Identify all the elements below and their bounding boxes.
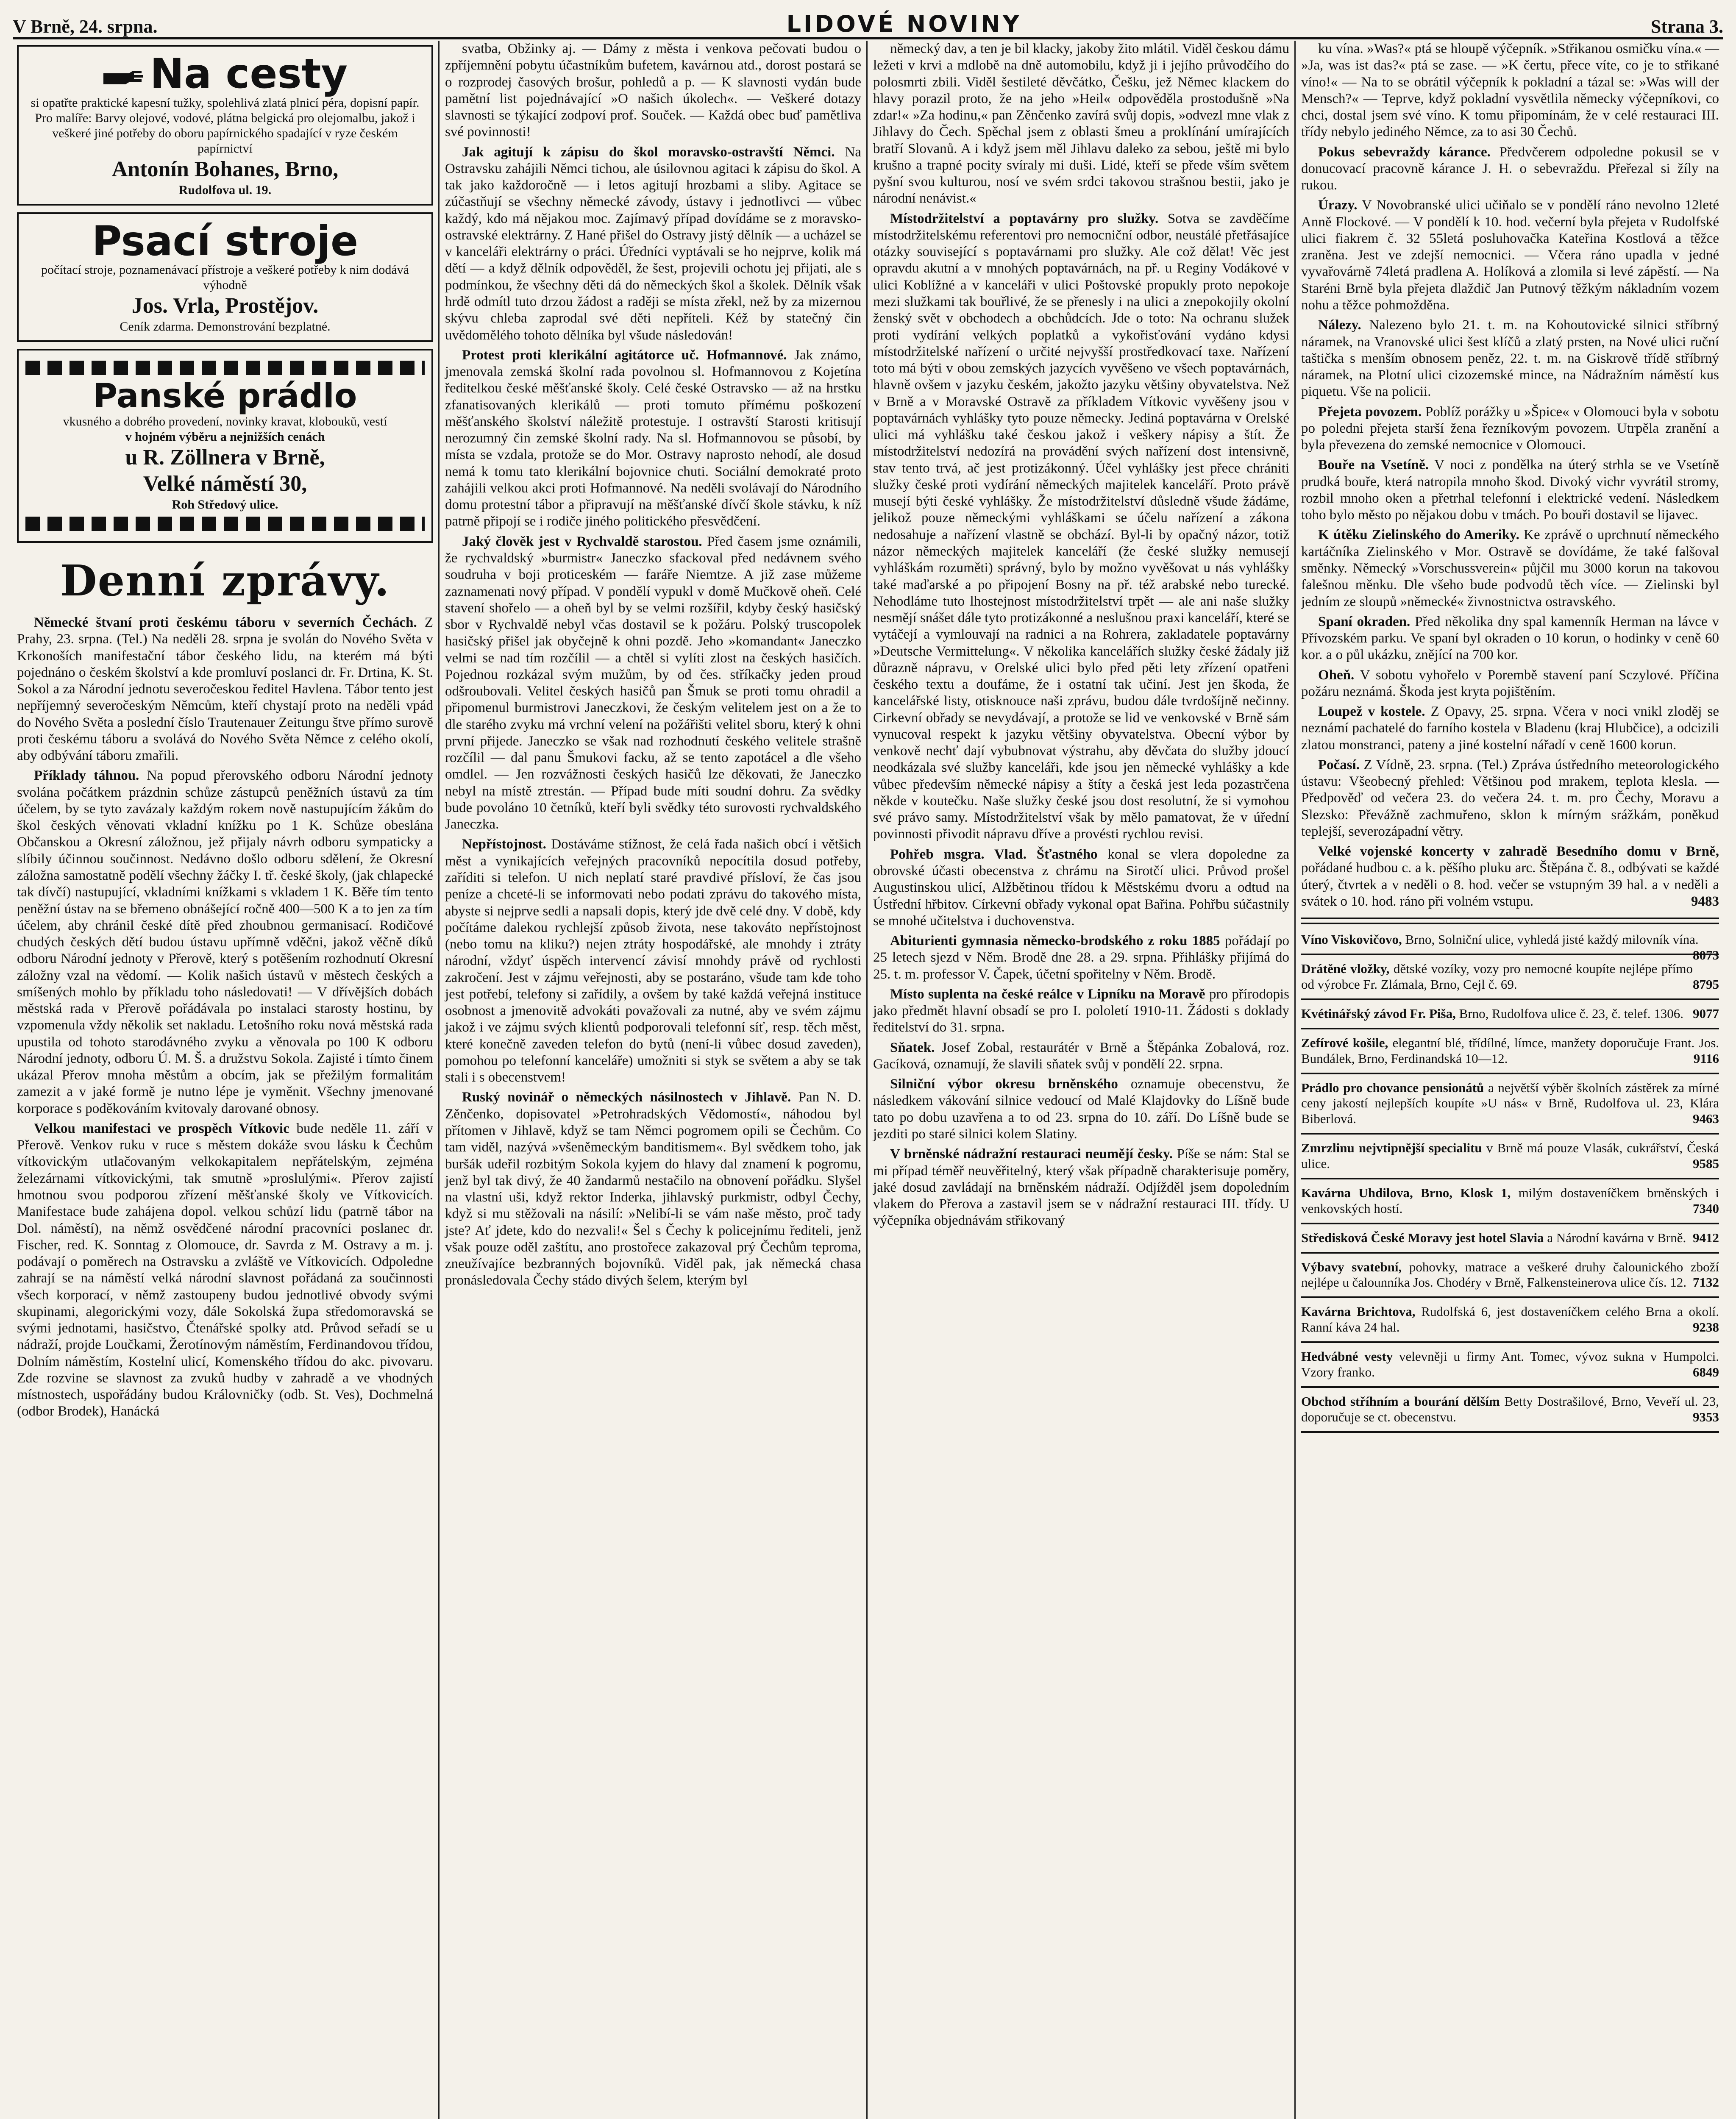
article-paragraph: [17, 1121, 433, 1420]
ad-border-decoration: [25, 361, 425, 375]
article-text: Před časem jsme oznámili, že rychvaldský »burmistr« Janeczko sfackoval před nedávnem svého soudruha v boji proticeském — faráře Niemtze. A již zase můžeme zaznamenati nový případ. V pondělí vypukl v domě Mučkově oheň. Celé stavení shořelo — a oheň byl by se velmi rozšířil, kdyby český hasičský sbor v Rychvaldě nebyl včas dostavil se k požáru. Polský truscopolek hasičský přišel jak obyčejně k ohni pozdě. Jeho »komandant« Janeczko velmi se nad tím rozčílil — a chtěl si vylíti zlost na českých hasičích. Pojednou rozkázal svým mužům, by od čes. stříkačky jeden proud odšroubovali. Velitel českých hasičů pan Šmuk se proti tomu ohradil a připomenul burmistrovi Janeczkovi, že českým velitelem jest on a že to dle starého zvyku má vrchní velení na požářišti velitel sboru, který k ohni první přijede. Janeczko se však nad rozhodnutí českého velitele strašně rozčílil — dal panu Šmukovi facku, až se tento zapotácel a dle všeho omdlel. — Jen rozvážnosti českých hasičů lze děkovati, že Janeczko nebyl na místě ztrestán. — Případ bude míti soudní dohru. Za svědky bude povoláno 10 četníků, kteří byli svědky této surovosti rychvaldského Janeczka.: [445, 534, 861, 832]
column-1: [13, 41, 437, 2119]
article-headline: Příklady táhnou.: [34, 768, 139, 784]
ad-line1: vkusného a dobrého provedení, novinky kravat, kloboukŭ, vestí: [63, 414, 387, 429]
ad-number: 9077: [1693, 1006, 1719, 1021]
classified-divider: [1301, 1073, 1719, 1074]
article-text: V sobotu vyhořelo v Porembě stavení paní Sczylové. Příčina požáru neznámá. Škoda jest kryta pojištěním.: [1301, 667, 1719, 699]
ad-border-decoration: [25, 517, 425, 531]
article-text: Poblíž porážky u »Špice« v Olomouci byla v sobotu po poledni přejeta starší žena řezníkovým povozem. Utrpěla zranění a byla převezena do zemské nemocnice v Olomouci.: [1301, 404, 1719, 453]
columns-area: [13, 41, 1723, 2119]
article-headline: Velkou manifestaci ve prospěch Vítkovic: [34, 1121, 289, 1136]
article-text: Z Prahy, 23. srpna. (Tel.) Na neděli 28. srpna je svolán do Nového Světa v Krkonoších manifestační tábor českého lidu, na kterém má býti pojednáno o českém školství a kde promluví poslanci dr. Fr. Drtina, K. St. Sokol a za Národní jednotu severočeskou ředitel Havlena. Tábor tento jest nepříjemný severočeským Němcům, kteří chystají proto na neděli vpád do Nového Světa a poslední číslo Trautenauer Zeitungu štve přímo surově proti českému táboru a svolává do Nového Světa Němce z celého okolí, aby odbývání táboru zmařili.: [17, 615, 434, 764]
classified-divider: [1301, 1028, 1719, 1029]
article-headline: Úrazy.: [1318, 197, 1358, 213]
ad-number: 9116: [1693, 1051, 1719, 1066]
classified-ad: [1301, 1304, 1719, 1335]
article-paragraph: [17, 615, 433, 764]
page-number: Strana 3.: [1650, 16, 1723, 37]
article-text: Brno, Solniční ulice, vyhledá jisté každý milovník vína.: [1405, 932, 1699, 947]
article-paragraph: [873, 41, 1289, 207]
ad-foot: Ceník zdarma. Demonstrování bezplatné.: [120, 320, 331, 334]
article-headline: Prádlo pro chovance pensionátů: [1301, 1080, 1484, 1095]
classified-ad: [1301, 1006, 1719, 1022]
column-2: [441, 41, 865, 2119]
ad-number: 9412: [1693, 1230, 1719, 1245]
ad-number: 8073: [1693, 948, 1719, 963]
ad-number: 9585: [1693, 1156, 1719, 1171]
article-text: Pan N. D. Zěnčenko, dopisovatel »Petrohradských Vědomostí«, náhodou byl přítomen v Jihlavě, když se tam Němci pogromem opili se Čechům. Co tam viděl, nazývá »všeněmeckým banditismem«. Byl svědkem toho, jak buršák udeřil rozbitým Sokola kyjem do hlavy dal znamení k pogromu, jenž byl tak divý, že 40 žandarmů nestačilo na obnovení pořádku. Slyšel na vlastní uši, když rektor Inderka, jihlavský purkmistr, odbyl Čechy, když si mu stěžovali na násilí: »Nelibí-li se vám naše město, proč tady jste? Ať jdete, kdo do nezvali!« Šel s Čechy k policejnímu řediteli, jenž však pouze oděl zaštítu, ano prostořece zakazoval prý Čechům teproma, zneužívajíce bezbranných bojovníků. Viděl pak, jak německá chasa pronásledovala Čechy stádo divých šelem, kterým byl: [445, 1090, 861, 1288]
article-headline: Kavárna Brichtova,: [1301, 1304, 1416, 1319]
article-text: Betty Dostrašilové, Brno, Veveří ul. 23, doporučuje se ct. obecenstvu.: [1301, 1393, 1719, 1424]
article-text: Rudolfská 6, jest dostaveníčkem celého Brna a okolí. Ranní káva 24 hal.: [1301, 1304, 1719, 1335]
article-paragraph: [873, 1076, 1289, 1143]
article-headline: Oheň.: [1318, 667, 1355, 683]
classified-divider: [1301, 1341, 1719, 1343]
article-headline: Silniční výbor okresu brněnského: [890, 1076, 1118, 1092]
article-headline: Abiturienti gymnasia německo-brodského z roku 1885: [890, 933, 1220, 949]
classified-ad: [1301, 1260, 1719, 1291]
article-list: [873, 41, 1289, 1229]
article-headline: Místodržitelství a poptavárny pro služky.: [890, 211, 1159, 226]
article-text: Josef Zobal, restaurátér v Brně a Štěpánka Zobalová, roz. Gacíková, oznamují, že slavili sňatek svůj v pondělí 22. srpna.: [873, 1040, 1290, 1072]
classifieds-divider: [1301, 918, 1719, 924]
ad-number: 9483: [1691, 894, 1719, 909]
classified-divider: [1301, 1252, 1719, 1254]
article-text: milým dostaveníčkem brněnských i venkovských hostí.: [1301, 1185, 1719, 1216]
article-text: Z Vídně, 23. srpna. (Tel.) Zpráva ústředního meteorologického ústavu: Všeobecný přehled: Většinou pod mrakem, teplota klesla. — Předpověď od večera 23. do večera 24. t. m. pro Čechy, Moravu a Slezsko: Převážně zachmuřeno, sklon k mírným srážkám, poněkud teplejší, severozápadní větry.: [1301, 757, 1719, 839]
column-3: [869, 41, 1294, 2119]
article-paragraph: [1301, 144, 1719, 194]
article-headline: Zmrzlinu nejvtipnější specialitu: [1301, 1140, 1482, 1156]
article-text: Píše se nám: Stal se mi případ téměř neuvěřitelný, který však případně charakterisuje poměry, jaké dosud zavládají na brněnském nádraží. Odjížděl jsem dopoledním vlakem do Přerova a zastavil jsem se v nádražní restauraci III. třídy. U výčepníka objednávám střikovaný: [873, 1146, 1289, 1229]
article-paragraph: [873, 1040, 1289, 1073]
article-paragraph: [17, 768, 433, 1117]
ad-number: 9238: [1693, 1320, 1719, 1335]
article-paragraph: [873, 986, 1289, 1036]
article-headline: K útěku Zielinského do Ameriky.: [1318, 527, 1519, 543]
classified-divider: [1301, 1223, 1719, 1224]
article-paragraph: [1301, 843, 1719, 910]
article-headline: Zefírové košile,: [1301, 1035, 1388, 1050]
article-paragraph: [1301, 667, 1719, 701]
article-text: konal se vlera dopoledne za obrovské účasti obecenstva z chrámu na Sirotčí ulici. Průvod prošel Augustinskou ulicí, Alžbětinou třídou k Městskému dvoru a odtud na Ústřední hřbitov. Církevní obřady vykonal opat Bařina. Pohřbu súčastnily se mnohé učitelstva i duchovenstva.: [873, 846, 1290, 929]
article-text: ku vína. »Was?« ptá se hloupě výčepník. »Střikanou osmičku vína.« — »Ja, was ist das?« ptá se zase. — »K čertu, přece víte, co je to střikané víno!« — Na to se obrátil výčepník k pokladní a tázal se: »Was will der Mensch?« — Teprve, když pokladní vysvětlila německy výčepníkovi, co chci, dostal jsem své víno. K tomu připomínám, že v celé restauraci III. třídy nebylo jediného Němce, za to asi 30 Čechů.: [1301, 41, 1719, 140]
column-rule: [438, 41, 440, 2119]
classified-divider: [1301, 998, 1719, 1000]
ad-na-cesty: [17, 45, 433, 206]
article-headline: Protest proti klerikální agitátorce uč. Hofmannové.: [462, 347, 787, 363]
ad-address: Rudolfova ul. 19.: [178, 183, 272, 197]
ad-psaci-stroje: [17, 212, 433, 342]
article-paragraph: [873, 933, 1289, 983]
article-paragraph: [1301, 757, 1719, 840]
column-4: [1297, 41, 1723, 2119]
article-paragraph: [445, 144, 861, 344]
article-headline: Pokus sebevraždy kárance.: [1318, 144, 1491, 160]
classified-ad: [1301, 1230, 1719, 1246]
article-text: Před několika dny spal kamenník Herman na lávce v Přívozském parku. Ve spaní byl okraden o 10 korun, o hodinky v ceně 60 kor. a o půl ukázku, znějící na 700 kor.: [1301, 614, 1719, 663]
pointing-hand-icon: [103, 69, 145, 84]
article-text: pohovky, matrace a veškeré druhy čalounického zboží nejlépe u čalounníka Jos. Chodéry v Brně, Falkensteinerova ulice čís. 12.: [1301, 1259, 1719, 1290]
article-paragraph: [445, 534, 861, 833]
classified-ad: [1301, 1349, 1719, 1380]
ad-firm: Antonín Bohanes, Brno,: [111, 157, 339, 181]
article-text: pořádají po 25 letech sjezd v Něm. Brodě dne 28. a 29. srpna. Přihlášky přijímá do 25. t. m. professor V. Čapek, účetní spořitelny v Něm. Brodě.: [873, 933, 1289, 982]
classified-divider: [1301, 1431, 1719, 1433]
article-headline: Výbavy svatební,: [1301, 1259, 1402, 1274]
classified-divider: [1301, 1133, 1719, 1135]
article-paragraph: [1301, 41, 1719, 141]
article-text: Jak známo, jmenovala zemská školní rada povolnou sl. Hofmannovou z Kojetína ředitelkou české měšťanské školy. Celé české Ostravsko — až na hrstku zfanatisovaných klerikálů — proti tomuto přímému poškození měšťanského školství náležitě protestuje. I ostravští Starosti kritisují nerozumný čin zemské školní rady. Na sl. Hofmannovou se působí, by místa se vzdala, protože se do Mor. Ostravy naprosto nehodí, ale dosud nemá k tomu tato klerikální bojovnice chuti. Sociální demokraté proto zahájili velkou akci proti Hofmannové. Na neděli svolávají do Národního domu protestní tábor a připravují na měšťanské dívčí škole stávku, k níž patrně připojí se i rodiče jiného politického přesvědčení.: [445, 347, 862, 529]
article-text: v Brně má pouze Vlasák, cukrářství, Česká ulice.: [1301, 1140, 1719, 1171]
article-paragraph: [1301, 197, 1719, 314]
article-paragraph: [1301, 317, 1719, 400]
ad-title: Na cesty: [150, 50, 348, 97]
article-paragraph: [873, 1146, 1289, 1229]
ad-number: 8795: [1693, 977, 1719, 992]
article-text: oznamuje obecenstvu, že následkem vákování silnice vedoucí od Malé Klajdovky do Líšně bude tato po dobu uzavřena a to od 23. srpna do 10. září. Do Líšně bude se jezditi po staré silnici kolem Slatiny.: [873, 1076, 1290, 1142]
article-text: Na popud přerovského odboru Národní jednoty svolána počátkem prázdnin schůze zástupců peněžních ústavů za tím účelem, by se tyto zavázaly každým rokem nově nastupujícím žákům do škol českých věnovati vkladní knížku po 1 K. Schůze obeslána Občanskou a Okresní záložnou, jež přijaly návrh odboru sympaticky a slíbily účinnou součinnost. Nedávno došlo odboru sdělení, že Okresní záložna samostatně podělí všechny žáčky I. tř. české školy, (jak chlapecké tak dívčí) nastupující, vkladními knížkami s vkladem 1 K. Běře tím tento peněžní ústav na se břemeno obnášející ročně 400—500 K a to jen za tím účelem, aby chránil české dítě před zhoubnou germanisací. Rodičové chudých českých dětí budou ústavu upřímně vděčni, jakož věčně díků odboru Národní jednoty v Přerově, který s potěšením rozhodnutí Okresní záložny vzal na vědomí. — Kolik našich ústavů v městech českých a smíšených mohlo by příkladu toho následovati! — V dřívějších dobách městská rada v Přerově pořádávala po instalaci starosty hostinu, by vzpomenula vždy několik set nakladu. Letošního roku nová městská rada upustila od tohoto starodávného zvyku a věnovala po 100 K odboru Národní jednoty, odboru Ú. M. Š. a družstvu Sokola. Zajisté i tímto činem ukázal Přerov mnoha městům a obcím, jak se přežilým formalitám zamezit a v jaké formě je nutno lépe je vyměnit. Všechny jmenované korporace s poděkováním kvitovaly darované obnosy.: [17, 768, 434, 1116]
article-text: a největší výběr školních zástěrek za mírné ceny jakostí nejlepších koupíte »U nás« v Brně, Rudolfova ul. 23, Klára Biberlová.: [1301, 1080, 1719, 1126]
header-date: V Brně, 24. srpna.: [13, 16, 158, 37]
article-headline: Jak agitují k zápisu do škol moravsko-ostravští Němci.: [462, 144, 835, 160]
article-headline: V brněnské nádražní restauraci neumějí česky.: [890, 1146, 1173, 1162]
article-paragraph: [1301, 614, 1719, 664]
article-text: pořádané hudbou c. a k. pěšího pluku arc. Štěpána č. 8., odbývati se každé úterý, čtvrtek a v neděli o 8. hod. večer se vstupným 39 hal. a v neděli a svátek o 10. hod. ráno při volném vstupu.: [1301, 860, 1719, 909]
ad-body: si opatřte praktické kapesní tužky, spolehlivá zlatá plnicí péra, dopisní papír. Pro malíře: Barvy olejové, vodové, plátna belgická pro olejomalbu, jakož i veškeré jiné potřeby do oboru papírnického spadající v ryze českém papírnictví: [31, 95, 420, 156]
article-list: [17, 615, 433, 1420]
article-paragraph: [445, 836, 861, 1086]
classified-ad: [1301, 961, 1719, 993]
article-text: Nalezeno bylo 21. t. m. na Kohoutovické silnici stříbrný náramek, na Vranovské ulici šest klíčů a zlatý prsten, na Nové ulici ruční taštička s menším obnosem peněz, 22. t. m. na Giskrově třídě stříbrný náramek, na Plotní ulici cizozemské mince, na Nádražním náměstí kus piquetu. Vše na policii.: [1301, 317, 1719, 400]
classified-divider: [1301, 954, 1719, 955]
article-headline: Jaký člověk jest v Rychvaldě starostou.: [462, 534, 702, 549]
article-text: Předvčerem odpoledne pokusil se v donucovací pracovně kárance J. H. o sebevraždu. Přeřezal si žíly na rukou.: [1301, 144, 1719, 193]
article-paragraph: [445, 1089, 861, 1289]
ad-address: Velké náměstí 30,: [143, 472, 307, 496]
ad-number: 7132: [1693, 1275, 1719, 1290]
article-text: pro přírodopis jako předmět hlavní obsadí se pro I. pololetí 1910-11. Žádosti s doklady ředitelství do 31. srpna.: [873, 986, 1290, 1035]
article-text: Sotva se zavděčíme místodržitelskému referentovi pro nemocniční odbor, neustálé přetřásajíce otázky související s poptavárnami pro služky. Ale což dělat! Věc jest opravdu akutní a v mnohých poptavárnách, na př. u Reginy Vodákové v ulici Koblížné a v kanceláři v ulici Poštovské propukly proto nepokoje mezi služkami tak bouřlivé, že se přenesly i na ulici a znepokojily okolní ženský svět v obchodech a obchůdcích. Jde o toto: Na ochranu služek proti vydírání velkých poplatků a vykořisťování vydáno kdysi místodržitelské nařízení o určité nejvyšší prostředkovací taxe. Nařízení toto má býti v obou zemských jazycích vyvěšeno ve všech poptavárnách, hlavně ovšem v jazyku českém, jakožto jazyku většiny obyvatelstva. Než v Brně a v Moravské Ostravě za příkladem Vítkovic vyvěšeny jsou v poptavárnách vyhlášky tyto pouze německy. Jediná poptavárna v Orelské ulici má vyhlášku také českou jakož i veškery nápisy a štít. Že místodržitelství nedozírá na provádění svých nařízení dost intensivně, stav tento trvá, ač jest protizákonný. Účel vyhlášky jest přece chrániti služky české proti vydírání německých majitelek kanceláří. Proto právě musejí býti české vyhlášky. Že místodržitelství důsledně všude žádáme, jelikož pouze německými vyhláškami se účelu nařízení a zákona nedosahuje a nařízení vlastně se obchází. Byl-li by opačný názor, totiž názor německých majitelek kanceláří (že české služky nemusejí vyhláškám rozuměti) správný, bylo by možno vyvěšovat u nás vyhlášky také maďarské a po připojení Bosny na př. též arabské nebo turecké. Nehodláme tuto lhostejnost místodržitelství trpět — ale ani naše služky nesmějí snášet dále tyto protizákonné a neslušnou praxi kanceláří, které se vytáčejí a vymlouvají na radnici a na Rohrera, zakladatele poptavárny »Deutsche Vermittelung«. V několika kancelářích služky české žádaly již důrazně nápravu, v Orelské ulici bylo před pěti lety zřízení opatřeni českého textu a doufáme, že i ostatní tak učiní. Jest jen škoda, že kancelářské listy, otisknouce naši zprávu, budou dále tvrdošíjně nečinny. Cirkevní obřady se nevydávají, a protože se lid ve venkovské v Brně sám vynucoval respekt k jazyku většiny obyvatelstva. Obecní výbor by venkově nechť dají vybubnovat výstrahu, aby děvčata do služby jdoucí neodkázala své služby kanceláři, kde jsou jen německé vyhlášky a kde vůbec především německé nápisy a štíty a česká jest leda pozastrčena někde v koutečku. Naše služky české jsou dost resolutní, že si vymohou své právo samy. Místodržitelství však by mělo pamatovat, že v úřední povinnosti přivodit nápravu dříve a provésti rychlou revisi.: [873, 211, 1289, 842]
ad-title: Panské prádlo: [93, 377, 357, 416]
classified-ad: [1301, 932, 1719, 963]
article-text: dětské vozíky, vozy pro nemocné koupíte nejlépe přímo od výrobce Fr. Zlámala, Brno, Cejl č. 69.: [1301, 961, 1693, 992]
article-text: Brno, Rudolfova ulice č. 23, č. telef. 1306.: [1459, 1006, 1684, 1021]
article-headline: Kvétinářský závod Fr. Piša,: [1301, 1006, 1456, 1021]
article-headline: Pohřeb msgra. Vlad. Šťastného: [890, 846, 1098, 862]
classifieds: [1301, 932, 1719, 1432]
article-text: německý dav, a ten je bil klacky, jakoby žito mlátil. Viděl českou dámu ležeti v krvi a mdlobě na dně automobilu, když ji i jejího průvodčího do polosmrti zbili. Viděl šestileté děvčátko, Češku, jež Němec klackem do hlavy porazil proto, že na jeho »Heil« odpověděla prostodušně »Na zdar!« »Za hodinu,« pan Zěnčenko zavírá svůj dopis, »odvezl mne vlak z Jihlavy do Čech. Spěchal jsem z oblasti šmeu a proklínání umírajících bratří Slovanů. A i když jsem měl Jihlavu daleko za sebou, ještě mi bylo krušno a trapné pocity svíraly mi duši. Lidé, kteří se přede vším světem pyšní svou kulturou, nosí ve svém srdci takovou strašnou bestii, jako je národní nenávist.«: [873, 41, 1289, 206]
classified-ad: [1301, 1035, 1719, 1067]
article-text: bude neděle 11. září v Přerově. Venkov ruku v ruce s městem dokáže svou lásku k Čechům vítkovickým utlačovaným velkokapitalem nepřátelským, zejména železárnami vítkovickými, tak smutně »proslulými«. Přerov zajistí hmotnou svou podporou zřízení měšťanské školy ve Vítkovicích. Manifestace bude zahájena dopol. velkou schůzí lidu (patrně tábor na Dol. náměstí), na němž osvědčené národní pracovníci poslanec dr. Fischer, red. K. Sonntag z Olomouce, dr. Savrda z M. Ostravy a m. j. podávají o poměrech na Ostravsku a zvláště ve Vítkovicích. Odpoledne zahrají se na náměstí velká národní slavnost pořádaná za součinnosti všech korporací, v němž zastoupeny budou jednotlivé obvody svými skupinami, alegorickými vozy, dále Sokolská župa středomoravská se svými jednotami, hasičstvo, Čtenářské spolky atd. Průvod seřadí se u nádraží, projde Loučkami, Žerotínovým náměstím, Ferdinandovou třídou, Dolním náměstím, Kostelní ulicí, Komenského třídou do akc. pivovaru. Zde rozvine se slavnost za zvuků hudby v zahradě a ve vhodných místnostech, uspořádány budou Královničky (odb. St. Ves), Dochmelná (odbor Brodek), Hanácká: [17, 1121, 434, 1419]
article-text: elegantní blé, třídílné, límce, manžety doporučuje Frant. Jos. Bundálek, Brno, Ferdinandská 10—12.: [1301, 1035, 1719, 1066]
article-paragraph: [1301, 527, 1719, 610]
article-paragraph: [1301, 704, 1719, 754]
ad-firm: u R. Zöllnera v Brně,: [125, 445, 325, 470]
column-rule: [1294, 41, 1296, 2119]
article-headline: Loupež v kostele.: [1318, 704, 1425, 720]
article-text: velevněji u firmy Ant. Tomec, vývoz sukna v Humpolci. Vzory franko.: [1301, 1349, 1719, 1379]
ad-line2: v hojném výběru a nejnižších cenách: [125, 430, 325, 444]
article-headline: Víno Viskovičovo,: [1301, 932, 1402, 947]
ad-number: 9463: [1693, 1111, 1719, 1126]
classified-ad: [1301, 1080, 1719, 1127]
article-headline: Nepřístojnost.: [462, 837, 546, 852]
article-headline: Počasí.: [1318, 757, 1360, 773]
article-headline: Ruský novinář o německých násilnostech v Jihlavě.: [462, 1090, 791, 1105]
ad-firm: Jos. Vrla, Prostějov.: [131, 294, 319, 318]
column-rule: [866, 41, 868, 2119]
classified-divider: [1301, 1178, 1719, 1179]
article-headline: Kavárna Uhdilova, Brno, Klosk 1,: [1301, 1185, 1511, 1200]
ad-foot: Roh Středový ulice.: [172, 497, 278, 512]
section-title: Denní zprávy.: [60, 555, 390, 606]
article-text: a Národní kavárna v Brně.: [1547, 1230, 1686, 1245]
article-headline: Velké vojenské koncerty v zahradě Besedního domu v Brně,: [1318, 844, 1719, 859]
article-headline: Nálezy.: [1318, 317, 1361, 333]
article-headline: Středisková České Moravy jest hotel Slavia: [1301, 1230, 1544, 1245]
article-headline: Spaní okraden.: [1318, 614, 1410, 629]
classified-ad: [1301, 1140, 1719, 1172]
article-headline: Hedvábné vesty: [1301, 1349, 1393, 1364]
article-text: V noci z pondělka na úterý strhla se ve Vsetíně prudká bouře, která natropila mnoho škod. Divoký vichr vyvrátil stromy, rozbil mnoho oken a přetrhal telefonní i elektrické vedení. Následkem toho bylo město po nějakou dobu v tmách. Po bouři dostavil se lijavec.: [1301, 457, 1719, 523]
article-text: Z Opavy, 25. srpna. Včera v noci vnikl zloděj se neznámí pachatelé do farního kostela v Bladenu (kraj Hlubčice), a odcizili zlatou monstranci, pateny a jiné kostelní nářadí v ceně 1600 korun.: [1301, 704, 1719, 753]
ad-body: počítací stroje, poznamenávací přístroje a veškeré potřeby k nim dodává výhodně: [41, 263, 409, 292]
article-paragraph: [873, 211, 1289, 843]
classified-ad: [1301, 1394, 1719, 1425]
article-paragraph: [1301, 404, 1719, 454]
page-header: [13, 8, 1723, 39]
article-paragraph: [1301, 457, 1719, 523]
article-headline: Německé štvaní proti českému táboru v severních Čechách.: [34, 615, 417, 630]
article-headline: Obchod stříhním a bourání dělším: [1301, 1393, 1500, 1409]
article-text: Na Ostravsku zahájili Němci tichou, ale úsilovnou agitaci k zápisu do škol. A tak jako každoročně — i letos agitují hrozbami a sliby. Agitace se zúčastňují se všechny německé závody, ústavy i jednotlivci — vůbec každý, kdo má nějakou moc. Zajímavý případ dovídáme se z moravsko-ostravské elektrárny. Z Hané přišel do Ostravy jistý dělník — a ucházel se v kanceláři elektrárny o práci. Úředníci vyptávali se ho nejprve, kolik má dětí — a když dělník odpověděl, že šest, projevili ochotu jej přijati, ale s podmínkou, že všechny děti dá do německých škol a školek. Dělník však hrdě odmítl tuto drzou žádost a raději se místa zřekl, než by za mizernou skývu chleba zaprodal své děti nepříteli. Kéž by statečný čin uvědomělého tohoto dělníka byl všude následován!: [445, 144, 861, 343]
article-headline: Drátěné vložky,: [1301, 961, 1390, 976]
article-paragraph: [445, 347, 861, 530]
article-text: svatba, Obžinky aj. — Dámy z města i venkova pečovati budou o zpříjemnění pobytu účastníkům bufetem, kavárnou atd., dorost postará se o rozprodej časových brošur, pohledů a p. — K slavnosti vydán bude pamětní list pojednávající »O našich úkolech«. — Veškeré dotazy slavnosti se týkající zodpoví prof. Souček. — Každá obec buď pamětliva své povinnosti!: [445, 41, 861, 140]
ad-number: 9353: [1693, 1409, 1719, 1424]
classified-divider: [1301, 1386, 1719, 1388]
ad-number: 6849: [1693, 1364, 1719, 1379]
article-text: Ke zprávě o uprchnutí německého kartáčníka Zielinského v Mor. Ostravě se dovídáme, že také falšoval směnky. Německý »Vorschussverein« půjčil mu 3000 korun na takovou falešnou měnku. Dle všeho bude podvodů těch více. — Zielinski byl jedním ze sloupů »německé« živnostnictva ostravského.: [1301, 527, 1719, 609]
article-text: V Novobranské ulici učiňalo se v pondělí ráno nevolno 12leté Anně Flockové. — V pondělí k 10. hod. večerní byla přejeta v Rudolfské ulici fiakrem č. 32 55letá posluhovačka Kateřina Kostlová a těžce zraněna. Jest ve zdejší nemocnici. — Včera ráno upadla v jedné vyvařovárně 74letá pradlena A. Holíková a zlomila si levé zápěstí. — Na Staréni Brně byla přejeta dlaždič Jan Putnový těžkým nákladním vozem nohu a těžce pohmožděna.: [1301, 197, 1719, 313]
classified-divider: [1301, 1296, 1719, 1298]
article-list: [1301, 41, 1719, 910]
classified-ad: [1301, 1185, 1719, 1217]
ad-number: 7340: [1693, 1201, 1719, 1216]
article-headline: Bouře na Vsetíně.: [1318, 457, 1429, 473]
ad-pradlo: [17, 349, 433, 543]
article-headline: Přejeta povozem.: [1318, 404, 1422, 420]
article-headline: Místo suplenta na české reálce v Lipníku na Moravě: [890, 986, 1205, 1002]
masthead: LIDOVÉ NOVINY: [786, 11, 1022, 37]
ad-title: Psací stroje: [92, 217, 359, 265]
article-text: Dostáváme stížnost, že celá řada našich obcí i většich měst a vynikajících veřejných pracovníků nepocítila dosud potřeby, zaříditi si telefon. U nich neplatí staré pravdivé přísloví, že čas jsou peníze a chceté-li se informovati nebo podati zprávu do takového místa, abyste si nejprve sedli a napsali dopis, který jde dvě celé dny. V době, kdy počítáme dalekou rychlejší způsob života, nese takováto nepřístojnost (nebo tomu na kliku?) nejen ztráty hospodářské, ale mnohdy i ztráty národní, vždyť úspěch intervencí závisí mnohdy právě od rychlosti zakročení. Jest v zájmu veřejnosti, aby se postaráno, všude tam kde toho jest potřebí, telefony si zařídily, a ovšem by také každá veřejná instituce osobnost a jmenovitě advokáti považovali za nutné, aby ve svém zájmu jakož i ve zájmu svých klientů podporovali telefonní síť, resp. těch měst, které konečně zaveden telefon do bytů (není-li vůbec dosud zaveden), pomohou po telefonní kanceláře) umožniti si styk se světem a aby se tak stali i s obecenstvem!: [445, 837, 861, 1085]
article-paragraph: [445, 41, 861, 141]
article-list: [445, 41, 861, 1289]
article-headline: Sňatek.: [890, 1040, 935, 1055]
article-paragraph: [873, 846, 1289, 929]
